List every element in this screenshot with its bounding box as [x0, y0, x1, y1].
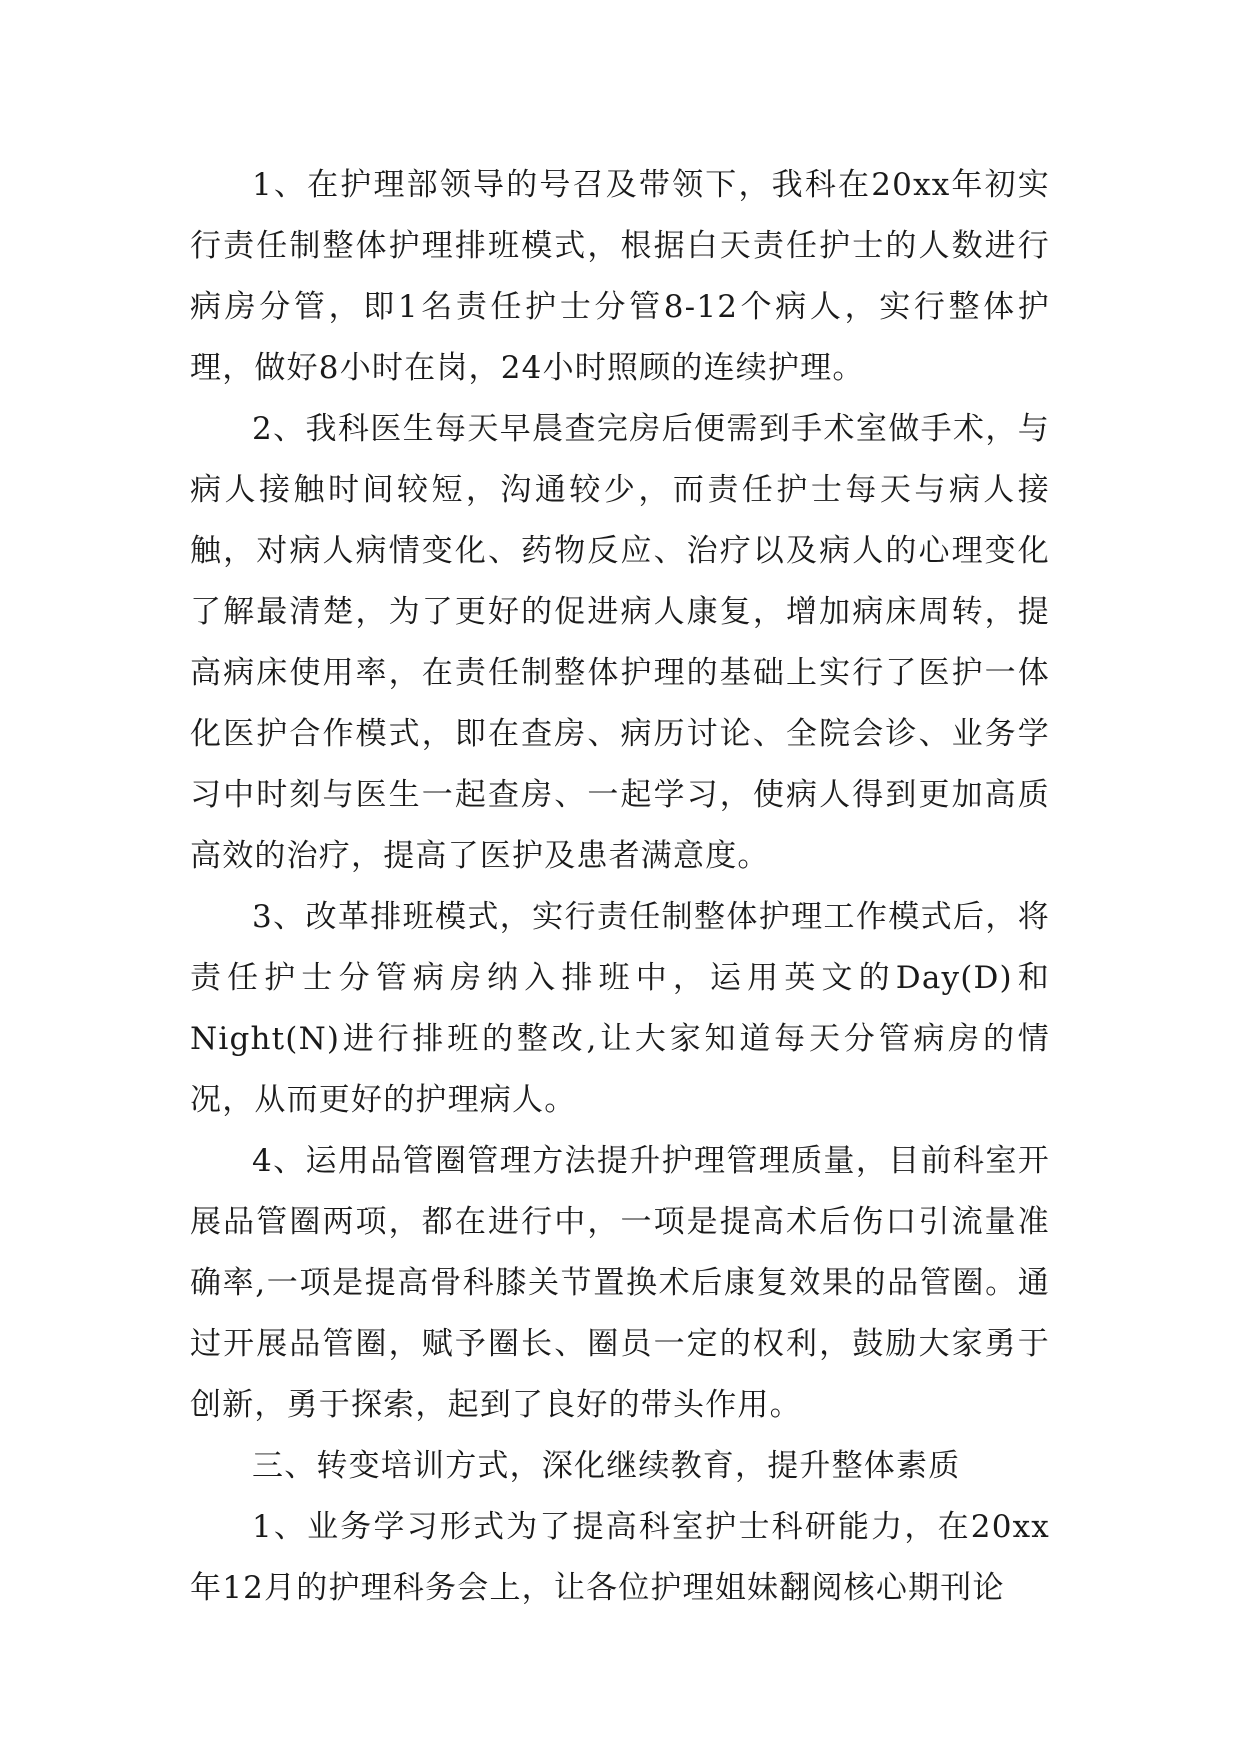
- paragraph-shift-reform: 3、改革排班模式，实行责任制整体护理工作模式后，将责任护士分管病房纳入排班中，运用英文的Day(D)和Night(N)进行排班的整改,让大家知道每天分管病房的情况，从而更好的护理病人。: [190, 899, 1050, 1118]
- paragraph-duty-nursing-scheduling: 1、在护理部领导的号召及带领下，我科在20xx年初实行责任制整体护理排班模式，根据白天责任护士的人数进行病房分管，即1名责任护士分管8-12个病人，实行整体护理，做好8小时在岗，24小时照顾的连续护理。: [190, 167, 1050, 386]
- document-body: [190, 155, 1050, 1619]
- paragraph-business-study: 1、业务学习形式为了提高科室护士科研能力，在20xx年12月的护理科务会上，让各位护理姐妹翻阅核心期刊论: [190, 1509, 1050, 1606]
- section-heading-training: 三、转变培训方式，深化继续教育，提升整体素质: [252, 1448, 961, 1484]
- paragraph-doctor-nurse-cooperation: 2、我科医生每天早晨查完房后便需到手术室做手术，与病人接触时间较短，沟通较少，而责任护士每天与病人接触，对病人病情变化、药物反应、治疗以及病人的心理变化了解最清楚，为了更好的促进病人康复，增加病床周转，提高病床使用率，在责任制整体护理的基础上实行了医护一体化医护合作模式，即在查房、病历讨论、全院会诊、业务学习中时刻与医生一起查房、一起学习，使病人得到更加高质高效的治疗，提高了医护及患者满意度。: [190, 411, 1050, 874]
- paragraph-quality-circle: 4、运用品管圈管理方法提升护理管理质量，目前科室开展品管圈两项，都在进行中，一项是提高术后伤口引流量准确率,一项是提高骨科膝关节置换术后康复效果的品管圈。通过开展品管圈，赋予圈长、圈员一定的权利，鼓励大家勇于创新，勇于探索，起到了良好的带头作用。: [190, 1143, 1050, 1423]
